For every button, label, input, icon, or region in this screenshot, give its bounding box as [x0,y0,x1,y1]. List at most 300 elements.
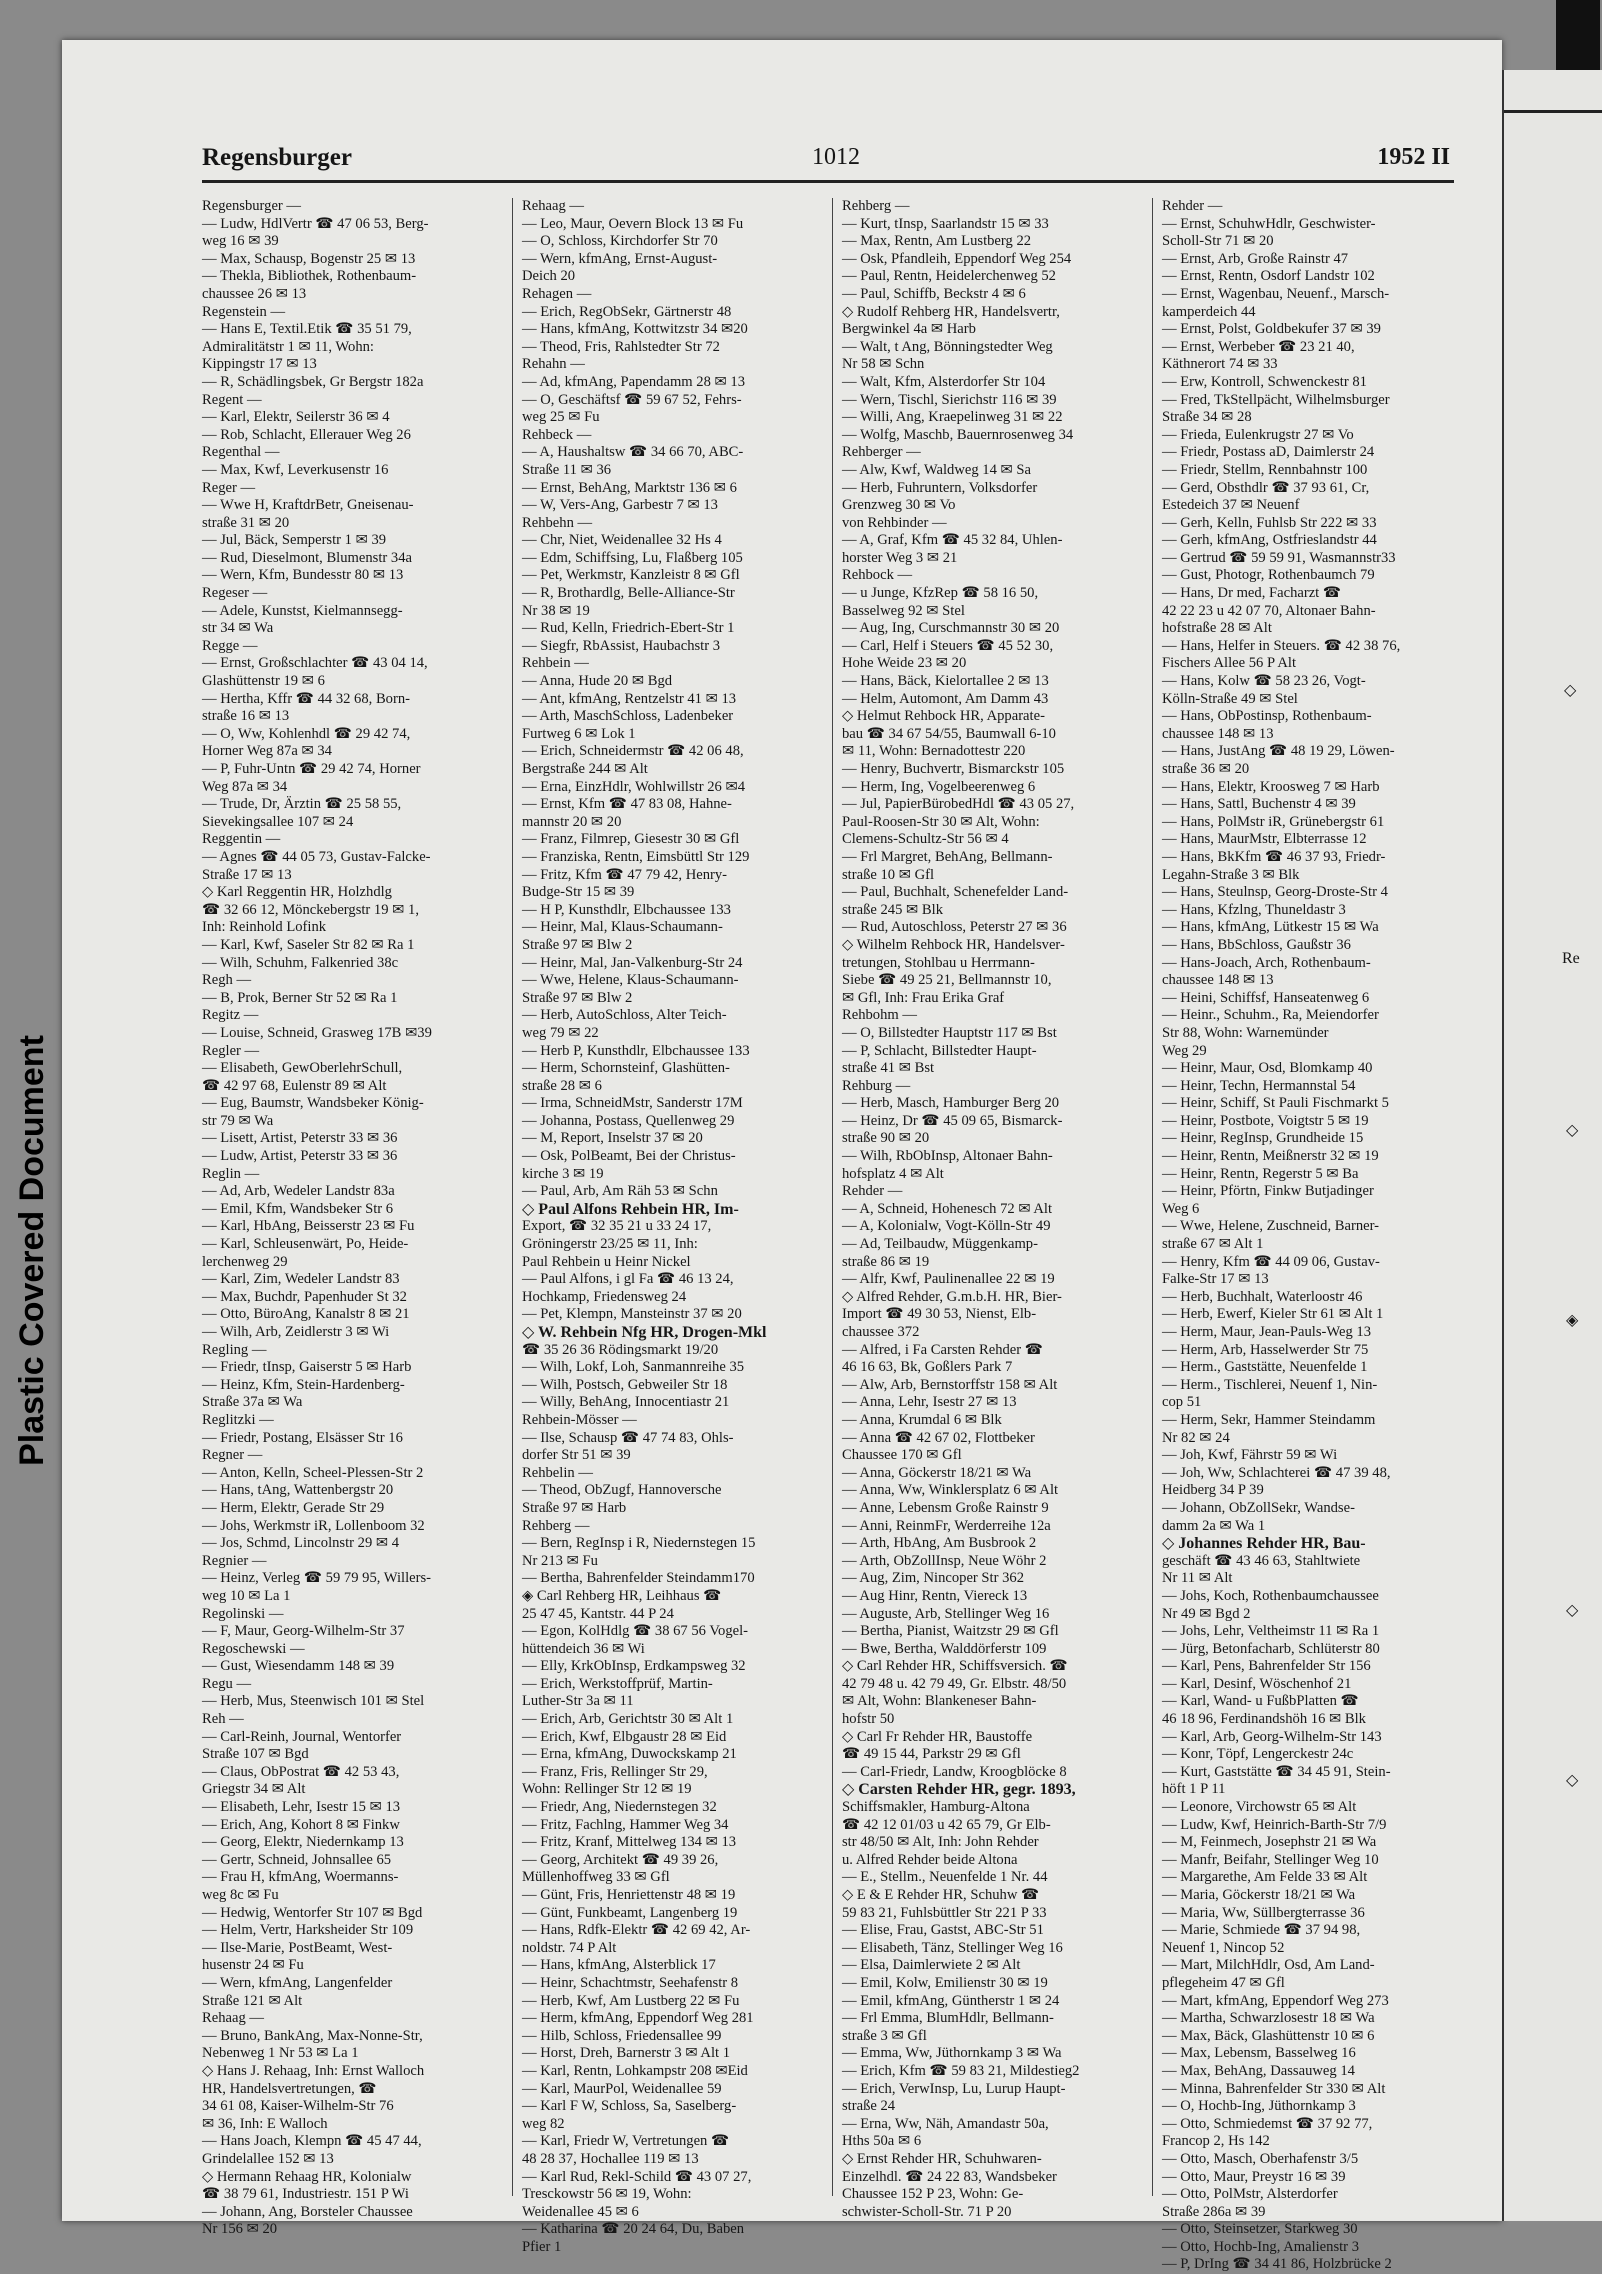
listing-line: — Heinr, Techn, Hermannstal 54 [1162,1077,1356,1094]
listing-line: — Bern, RegInsp i R, Niedernstegen 15 [522,1535,756,1552]
listing-line: ◇ Karl Reggentin HR, Holzhdlg [202,884,392,901]
listing-line: husenstr 24 ✉ Fu [202,1957,304,1974]
listing-line: — Joh, Ww, Schlachterei ☎ 47 39 48, [1162,1464,1391,1481]
listing-line: hüttendeich 36 ✉ Wi [522,1640,645,1657]
listing-line: — Hans, Kolw ☎ 58 23 26, Vogt- [1162,673,1366,690]
listing-line: weg 8c ✉ Fu [202,1887,279,1903]
listing-line: — Wwe H, KraftdrBetr, Gneisenau- [202,497,414,514]
listing-line: Regent — [202,391,262,408]
listing-line: Regeser — [202,585,268,602]
listing-line: weg 25 ✉ Fu [522,409,600,426]
listing-line: — Fritz, Kranf, Mittelweg 134 ✉ 13 [522,1834,737,1851]
listing-line: — Erw, Kontroll, Schwenckestr 81 [1162,373,1367,390]
listing-line: Regenstein — [202,303,286,320]
listing-line: — Franz, Filmrep, Giesestr 30 ✉ Gfl [522,831,740,848]
listing-line: — Walt, Kfm, Alsterdorfer Str 104 [842,373,1046,390]
listing-line: — Heinr, Rentn, Regerstr 5 ✉ Ba [1162,1165,1359,1182]
listing-line: ◇ Paul Alfons Rehbein HR, Im- [522,1200,739,1218]
listing-line: — Paul, Schiffb, Beckstr 4 ✉ 6 [842,285,1026,302]
listing-line: — Erich, Schneidermstr ☎ 42 06 48, [522,743,744,760]
listing-line: — Otto, Masch, Oberhafenstr 3/5 [1162,2150,1359,2167]
listing-line: — Ant, kfmAng, Rentzelstr 41 ✉ 13 [522,690,737,707]
listing-line: ◇ Hermann Rehaag HR, Kolonialw [202,2168,412,2185]
listing-line: Nr 58 ✉ Schn [842,356,925,373]
listing-line: — Rob, Schlacht, Ellerauer Weg 26 [202,426,411,443]
listing-line: chaussee 372 [842,1324,920,1340]
listing-line: ✉ 11, Wohn: Bernadottestr 220 [842,743,1026,760]
listing-line: — Joh, Kwf, Fährstr 59 ✉ Wi [1162,1447,1338,1464]
listing-line: — Paul, Rentn, Heidelerchenweg 52 [842,268,1056,285]
listing-line: — Karl, Schleusenwärt, Po, Heide- [202,1236,409,1253]
listing-line: straße 28 ✉ 6 [522,1077,602,1094]
listing-line: geschäft ☎ 43 46 63, Stahltwiete [1162,1552,1361,1569]
listing-line: — Erich, Ang, Kohort 8 ✉ Finkw [202,1816,400,1833]
listing-line: HR, Handelsvertretungen, ☎ [202,2080,377,2097]
listing-line: Reglitzki — [202,1411,274,1428]
listing-line: ☎ 49 15 44, Parkstr 29 ✉ Gfl [842,1746,1021,1763]
listing-line: straße 10 ✉ Gfl [842,866,935,883]
listing-line: — Pet, Werkmstr, Kanzleistr 8 ✉ Gfl [522,567,740,584]
listing-line: — Heinr, RegInsp, Grundheide 15 [1162,1130,1364,1147]
listing-line: — Eug, Baumstr, Wandsbeker König- [202,1095,424,1112]
listing-line: ◇ Wilhelm Rehbock HR, Handelsver- [842,936,1065,953]
listing-line: — Otto, BüroAng, Kanalstr 8 ✉ 21 [202,1306,410,1323]
listing-line: Kippingstr 17 ✉ 13 [202,356,317,373]
listing-line: Rehbohm — [842,1007,917,1024]
listing-line: — Max, Lebensm, Basselweg 16 [1162,2045,1356,2062]
listing-line: Pfier 1 [522,2238,562,2255]
listing-line: — Wern, Kfm, Bundesstr 80 ✉ 13 [202,567,404,584]
listing-line: — Gerh, kfmAng, Ostfrieslandstr 44 [1162,532,1377,549]
listing-line: — u Junge, KfzRep ☎ 58 16 50, [842,585,1039,602]
listing-line: — Konr, Töpf, Lengerckestr 24c [1162,1746,1354,1763]
listing-line: — Karl, MaurPol, Weidenallee 59 [522,2080,722,2097]
listing-line: Weidenallee 45 ✉ 6 [522,2203,639,2220]
listing-line: — Max, Kwf, Leverkusenstr 16 [202,461,389,478]
listing-line: — Herm, Maur, Jean-Pauls-Weg 13 [1162,1324,1371,1340]
listing-line: — Anna, Göckerstr 18/21 ✉ Wa [842,1464,1032,1481]
listing-line: Str 88, Wohn: Warnemünder [1162,1024,1329,1041]
header-keyword: Regensburger [202,144,352,171]
listing-line: Nr 213 ✉ Fu [522,1552,598,1569]
listing-line: Nr 82 ✉ 24 [1162,1429,1230,1446]
side-label [2,900,62,1600]
listing-line: Bergwinkel 4a ✉ Harb [842,321,976,338]
listing-line: Hohe Weide 23 ✉ 20 [842,655,967,672]
listing-line: ◇ Ernst Rehder HR, Schuhwaren- [842,2150,1042,2167]
listing-line: — Emil, Kfm, Wandsbeker Str 6 [202,1200,394,1217]
listing-line: — Carl, Helf i Steuers ☎ 45 52 30, [842,637,1054,654]
listing-line: ◇ Carsten Rehder HR, gegr. 1893, [842,1781,1076,1799]
listing-line: — Herm, Ing, Vogelbeerenweg 6 [842,778,1036,795]
listing-line: Estedeich 37 ✉ Neuenf [1162,497,1300,514]
listing-line: — Herb, Masch, Hamburger Berg 20 [842,1095,1060,1112]
listing-line: — Marie, Schmiede ☎ 37 94 98, [1162,1922,1361,1939]
listing-line: — Karl Rud, Rekl-Schild ☎ 43 07 27, [522,2168,752,2185]
listing-line: — Johs, Werkmstr iR, Lollenboom 32 [202,1517,425,1534]
listing-line: — Anni, ReinmFr, Werderreihe 12a [842,1517,1051,1534]
listing-line: — Hans, MaurMstr, Elbterrasse 12 [1162,831,1367,848]
listing-line: — Alfr, Kwf, Paulinenallee 22 ✉ 19 [842,1271,1055,1288]
listing-line: höft 1 P 11 [1162,1781,1226,1798]
listing-line: Nr 49 ✉ Bgd 2 [1162,1605,1251,1622]
listing-line: — Aug, Zim, Nincoper Str 362 [842,1570,1025,1587]
listing-line: — Heinr, Mal, Jan-Valkenburg-Str 24 [522,954,743,971]
listing-line: cop 51 [1162,1394,1202,1411]
listing-line: — Karl, Friedr W, Vertretungen ☎ [522,2133,730,2150]
listing-line: — Elsa, Daimlerwiete 2 ✉ Alt [842,1957,1021,1974]
listing-line: Reger — [202,479,256,496]
listing-line: — Ilse, Schausp ☎ 47 74 83, Ohls- [522,1429,734,1446]
listing-line: Regnier — [202,1552,267,1569]
listing-line: — Erich, Werkstoffprüf, Martin- [522,1675,713,1692]
listing-line: — Heinr, Postbote, Voigtstr 5 ✉ 19 [1162,1112,1369,1129]
listing-line: — Heinr, Mal, Klaus-Schaumann- [522,919,723,936]
listing-line: — Elly, KrkObInsp, Erdkampsweg 32 [522,1658,746,1675]
listing-line: straße 67 ✉ Alt 1 [1162,1236,1264,1253]
listing-line: straße 31 ✉ 20 [202,514,290,531]
listing-line: mannstr 20 ✉ 20 [522,813,622,830]
listing-line: — Anna, Lehr, Isestr 27 ✉ 13 [842,1394,1017,1411]
listing-line: — Carl-Reinh, Journal, Wentorfer [202,1728,402,1745]
listing-line: — Georg, Elektr, Niedernkamp 13 [202,1834,404,1851]
listing-line: — Hans, JustAng ☎ 48 19 29, Löwen- [1162,743,1395,760]
listing-line: — Ad, Teilbaudw, Müggenkamp- [842,1236,1038,1253]
listing-line: ◈ Carl Rehberg HR, Leihhaus ☎ [522,1587,722,1604]
listing-line: — Karl, Wand- u FußbPlatten ☎ [1162,1693,1359,1710]
listing-line: Rehbein — [522,655,589,672]
listing-line: — Erna, kfmAng, Duwockskamp 21 [522,1746,737,1763]
listing-line: Luther-Str 3a ✉ 11 [522,1693,634,1710]
listing-line: Straße 11 ✉ 36 [522,461,612,478]
listing-line: — Heinr, Maur, Osd, Blomkamp 40 [1162,1060,1373,1077]
listing-line: — Friedr, Postass aD, Daimlerstr 24 [1162,444,1375,461]
listing-line: — Heinr., Schuhm., Ra, Meiendorfer [1162,1007,1379,1024]
listing-line: — P, DrIng ☎ 34 41 86, Holzbrücke 2 [1162,2256,1392,2273]
listing-line: — Irma, SchneidMstr, Sanderstr 17M [522,1095,743,1112]
listing-line: Chaussee 170 ✉ Gfl [842,1447,962,1464]
listing-line: — Gust, Photogr, Rothenbaumch 79 [1162,567,1375,584]
listing-line: — H P, Kunsthdlr, Elbchaussee 133 [522,901,731,918]
listing-line: Siebe ☎ 49 25 21, Bellmannstr 10, [842,972,1052,989]
listing-line: — Hans E, Textil.Etik ☎ 35 51 79, [202,321,412,338]
listing-line: — Aug Hinr, Rentn, Viereck 13 [842,1587,1028,1604]
listing-line: — Arth, MaschSchloss, Ladenbeker [522,708,734,725]
listing-line: Rehahn — [522,356,585,373]
listing-line: — Hertha, Kffr ☎ 44 32 68, Born- [202,690,410,707]
listing-line: — Johs, Koch, Rothenbaumchaussee [1162,1587,1379,1604]
listing-line: — Helm, Automont, Am Damm 43 [842,690,1049,707]
listing-line: — Emil, Kolw, Emilienstr 30 ✉ 19 [842,1974,1048,1991]
listing-line: Regge — [202,637,258,654]
listing-line: Reggentin — [202,831,281,848]
listing-line: Straße 97 ✉ Blw 2 [522,989,633,1006]
listing-line: — P, Schlacht, Billstedter Haupt- [842,1042,1037,1059]
listing-line: — Max, BehAng, Dassauweg 14 [1162,2062,1355,2079]
listing-line: — Hilb, Schloss, Friedensallee 99 [522,2027,722,2044]
listing-line: — Osk, PolBeamt, Bei der Christus- [522,1148,736,1165]
listing-line: — R, Brothardlg, Belle-Alliance-Str [522,585,735,602]
listing-line: ✉ Gfl, Inh: Frau Erika Graf [842,989,1005,1006]
listing-line: — Bruno, BankAng, Max-Nonne-Str, [202,2027,423,2044]
listing-line: straße 24 [842,2098,896,2115]
listing-line: — Herb, AutoSchloss, Alter Teich- [522,1007,727,1024]
listing-line: — Ernst, SchuhwHdlr, Geschwister- [1162,215,1376,232]
listing-line: — Edm, Schiffsing, Lu, Flaßberg 105 [522,549,743,566]
listing-line: ✉ Alt, Wohn: Blankeneser Bahn- [842,1693,1037,1710]
listing-line: — Erna, EinzHdlr, Wohlwillstr 26 ✉4 [522,778,745,795]
listing-line: — Anna, Hude 20 ✉ Bgd [522,673,673,690]
listing-line: pflegeheim 47 ✉ Gfl [1162,1974,1285,1991]
listing-line: — Hans, Helfer in Steuers. ☎ 42 38 76, [1162,637,1401,654]
listing-line: dorfer Str 51 ✉ 39 [522,1447,631,1464]
listing-line: — B, Prok, Berner Str 52 ✉ Ra 1 [202,989,398,1006]
listing-line: — Johann, ObZollSekr, Wandse- [1162,1499,1355,1516]
listing-line: — Karl, Zim, Wedeler Landstr 83 [202,1271,400,1288]
listing-line: Einzelhdl. ☎ 24 22 83, Wandsbeker [842,2168,1057,2185]
listing-line: — Johs, Lehr, Veltheimstr 11 ✉ Ra 1 [1162,1623,1380,1640]
listing-line: — Hans-Joach, Arch, Rothenbaum- [1162,954,1371,971]
listing-line: — Hans, Rdfk-Elektr ☎ 42 69 42, Ar- [522,1922,751,1939]
listing-line: — Karl, Pens, Bahrenfelder Str 156 [1162,1658,1371,1675]
listing-line: Weg 6 [1162,1200,1200,1217]
listing-line: — Wern, kfmAng, Langenfelder [202,1974,393,1991]
listing-line: — Erich, Arb, Gerichtstr 30 ✉ Alt 1 [522,1711,734,1728]
listing-line: — Otto, Hochb-Ing, Amalienstr 3 [1162,2238,1359,2255]
listing-line: Weg 87a ✉ 34 [202,778,288,795]
listing-line: Deich 20 [522,268,576,285]
listing-line: — Herm., Gaststätte, Neuenfelde 1 [1162,1359,1368,1376]
listing-line: — Frau H, kfmAng, Woermanns- [202,1869,399,1886]
listing-line: Chaussee 152 P 23, Wohn: Ge- [842,2186,1024,2203]
listing-line: — Herb, Buchhalt, Waterloostr 46 [1162,1288,1363,1305]
listing-line: — Gust, Wiesendamm 148 ✉ 39 [202,1658,395,1675]
listing-line: 25 47 45, Kantstr. 44 P 24 [522,1605,674,1622]
listing-line: — Lisett, Artist, Peterstr 33 ✉ 36 [202,1130,398,1147]
listing-line: — Erich, Kwf, Elbgaustr 28 ✉ Eid [522,1728,727,1745]
listing-line: Legahn-Straße 3 ✉ Blk [1162,866,1300,883]
listing-line: hofsplatz 4 ✉ Alt [842,1165,944,1182]
listing-line: — Leonore, Virchowstr 65 ✉ Alt [1162,1799,1357,1816]
listing-line: — Hans, Sattl, Buchenstr 4 ✉ 39 [1162,796,1356,813]
listing-line: — Hans, kfmAng, Kottwitzstr 34 ✉20 [522,321,748,338]
column-divider [512,198,513,2196]
listing-line: Hochkamp, Friedensweg 24 [522,1288,687,1305]
listing-line: Furtweg 6 ✉ Lok 1 [522,725,636,742]
listing-line: — Heinz, Kfm, Stein-Hardenberg- [202,1376,405,1393]
listing-line: 59 83 21, Fuhlsbüttler Str 221 P 33 [842,1904,1047,1921]
listing-line: — O, Geschäftsf ☎ 59 67 52, Fehrs- [522,391,742,408]
listing-line: Horner Weg 87a ✉ 34 [202,743,332,760]
listing-line: chaussee 148 ✉ 13 [1162,725,1274,742]
listing-line: — Ernst, Großschlachter ☎ 43 04 14, [202,655,428,672]
listing-line: — Ernst, Arb, Große Rainstr 47 [1162,250,1349,267]
listing-line: ☎ 35 26 36 Rödingsmarkt 19/20 [522,1341,719,1358]
listing-line: — Hans, Dr med, Facharzt ☎ [1162,585,1342,602]
column-1 [202,198,498,2238]
edition-label: 1952 II [1377,144,1450,170]
listing-line: — Heinr, Pförtn, Finkw Butjadinger [1162,1183,1374,1200]
listing-line: — Friedr, Ang, Niedernstegen 32 [522,1799,717,1816]
listing-line: — Willi, Ang, Kraepelinweg 31 ✉ 22 [842,409,1063,426]
listing-line: Paul Rehbein u Heinr Nickel [522,1253,691,1270]
listing-line: — Herb, Mus, Steenwisch 101 ✉ Stel [202,1693,425,1710]
listing-line: weg 79 ✉ 22 [522,1024,599,1041]
listing-line: Wohn: Rellinger Str 12 ✉ 19 [522,1781,692,1798]
listing-line: — Ernst, Wagenbau, Neuenf., Marsch- [1162,285,1390,302]
listing-line: Schiffsmakler, Hamburg-Altona [842,1799,1030,1816]
listing-line: — Otto, Schmiedemst ☎ 37 92 77, [1162,2115,1373,2132]
listing-line: Regenthal — [202,444,280,461]
listing-line: — Wern, Tischl, Sierichstr 116 ✉ 39 [842,391,1057,408]
listing-line: Rehder — [842,1183,903,1200]
listing-line: straße 3 ✉ Gfl [842,2027,927,2044]
listing-line: — Franz, Fris, Rellinger Str 29, [522,1763,708,1780]
listing-line: Nebenweg 1 Nr 53 ✉ La 1 [202,2045,359,2062]
listing-line: — Minna, Bahrenfelder Str 330 ✉ Alt [1162,2080,1386,2097]
listing-line: Rehberg — [842,198,910,214]
listing-line: — Ludw, Kwf, Heinrich-Barth-Str 7/9 [1162,1816,1387,1833]
listing-line: — Hans, BkKfm ☎ 46 37 93, Friedr- [1162,848,1386,865]
listing-line: — Herm, Sekr, Hammer Steindamm [1162,1411,1376,1428]
listing-line: — Wilh, Lokf, Loh, Sanmannreihe 35 [522,1359,745,1376]
listing-line: Grenzweg 30 ✉ Vo [842,497,956,514]
listing-line: — Willy, BehAng, Innocentiastr 21 [522,1394,730,1411]
listing-line: — Manfr, Beifahr, Stellinger Weg 10 [1162,1851,1379,1868]
listing-line: hofstr 50 [842,1711,895,1728]
listing-line: — Günt, Fris, Henriettenstr 48 ✉ 19 [522,1887,736,1903]
listing-line: Rehbein-Mösser — [522,1411,637,1428]
listing-line: Reglin — [202,1165,260,1182]
listing-line: — Ernst, Polst, Goldbekufer 37 ✉ 39 [1162,321,1381,338]
listing-line: ◇ Helmut Rehbock HR, Apparate- [842,708,1045,725]
listing-line: Regner — [202,1447,263,1464]
listing-line: — Heinr, Schiff, St Pauli Fischmarkt 5 [1162,1095,1389,1112]
listing-line: Rehberger — [842,444,921,461]
listing-line: weg 82 [522,2115,565,2132]
listing-line: — Siegfr, RbAssist, Haubachstr 3 [522,637,721,654]
listing-line: Regensburger — [202,198,302,214]
listing-line: — Claus, ObPostrat ☎ 42 53 43, [202,1763,400,1780]
listing-line: — Bertha, Pianist, Waitzstr 29 ✉ Gfl [842,1623,1059,1640]
listing-line: — Karl, Kwf, Saseler Str 82 ✉ Ra 1 [202,936,415,953]
listing-line: — Herb P, Kunsthdlr, Elbchaussee 133 [522,1042,750,1059]
page-number: 1012 [812,144,860,170]
listing-line: Fischers Allee 56 P Alt [1162,655,1297,672]
listing-line: — Max, Bäck, Glashüttenstr 10 ✉ 6 [1162,2027,1375,2044]
listing-line: — Otto, Maur, Preystr 16 ✉ 39 [1162,2168,1346,2185]
listing-line: — Jul, PapierBürobedHdl ☎ 43 05 27, [842,796,1075,813]
listing-line: — Gertrud ☎ 59 59 91, Wasmannstr33 [1162,549,1396,566]
listing-line: Regitz — [202,1007,259,1024]
listing-line: weg 10 ✉ La 1 [202,1587,291,1604]
listing-line: — Osk, Pfandleih, Eppendorf Weg 254 [842,250,1072,267]
listing-line: Rehder — [1162,198,1223,214]
listing-line: ☎ 38 79 61, Industriestr. 151 P Wi [202,2186,409,2203]
listing-line: — Max, Buchdr, Papenhuder St 32 [202,1288,407,1305]
listing-line: Rehbehn — [522,514,593,531]
adjacent-page-mark: ◇ [1564,682,1577,699]
listing-line: Rehaag — [202,2010,265,2027]
listing-line: Rehbock — [842,567,913,584]
listing-line: Nr 11 ✉ Alt [1162,1570,1233,1587]
listing-line: Falke-Str 17 ✉ 13 [1162,1271,1269,1288]
listing-line: Regling — [202,1341,267,1358]
listing-line: Clemens-Schultz-Str 56 ✉ 4 [842,831,1009,848]
listing-line: — Walt, t Ang, Bönningstedter Weg [842,338,1053,355]
listing-line: — Gerd, Obsthdlr ☎ 37 93 61, Cr, [1162,479,1370,496]
listing-line: Müllenhoffweg 33 ✉ Gfl [522,1869,670,1886]
listing-line: — Heinr, Rentn, Meißnerstr 32 ✉ 19 [1162,1148,1379,1165]
listing-line: — Herm, Schornsteinf, Glashütten- [522,1060,730,1077]
listing-line: Basselweg 92 ✉ Stel [842,602,965,619]
column-2 [522,198,818,2255]
listing-line: — Bertha, Bahrenfelder Steindamm170 [522,1570,755,1587]
listing-line: — Hans, PolMstr iR, Grünebergstr 61 [1162,813,1385,830]
listing-line: — Max, Schausp, Bogenstr 25 ✉ 13 [202,250,416,267]
listing-line: — Otto, Steinsetzer, Starkweg 30 [1162,2221,1358,2238]
listing-line: Straße 34 ✉ 28 [1162,409,1252,426]
listing-line: Bergstraße 244 ✉ Alt [522,761,648,777]
listing-line: — Heini, Schiffsf, Hanseatenweg 6 [1162,989,1370,1006]
listing-line: — Gerh, Kelln, Fuhlsb Str 222 ✉ 33 [1162,514,1377,531]
listing-line: — Hans, Steulnsp, Georg-Droste-Str 4 [1162,884,1388,901]
listing-line: — Adele, Kunstst, Kielmannsegg- [202,602,403,619]
listing-line: Straße 107 ✉ Bgd [202,1746,309,1763]
listing-line: — Egon, KolHdlg ☎ 38 67 56 Vogel- [522,1623,749,1640]
listing-line: — Wwe, Helene, Klaus-Schaumann- [522,972,739,989]
listing-line: Kölln-Straße 49 ✉ Stel [1162,690,1298,707]
listing-line: — Erich, Kfm ☎ 59 83 21, Mildestieg2 [842,2062,1080,2079]
listing-line: — A, Kolonialw, Vogt-Kölln-Str 49 [842,1218,1051,1235]
listing-line: — Helm, Vertr, Harksheider Str 109 [202,1922,414,1939]
listing-line: ◇ E & E Rehder HR, Schuhw ☎ [842,1887,1040,1903]
listing-line: Francop 2, Hs 142 [1162,2133,1270,2150]
listing-line: — Mart, MilchHdlr, Osd, Am Land- [1162,1957,1375,1974]
listing-line: — Karl, Arb, Georg-Wilhelm-Str 143 [1162,1728,1382,1745]
listing-line: — Henry, Kfm ☎ 44 09 06, Gustav- [1162,1253,1380,1270]
listing-line: — Herm, Arb, Hasselwerder Str 75 [1162,1341,1369,1358]
listing-line: — Wolfg, Maschb, Bauernrosenweg 34 [842,426,1074,443]
listing-line: — Horst, Dreh, Barnerstr 3 ✉ Alt 1 [522,2045,730,2062]
listing-line: — Elisabeth, Tänz, Stellinger Weg 16 [842,1939,1063,1956]
listing-line: — Erich, RegObSekr, Gärtnerstr 48 [522,303,732,320]
listing-line: ☎ 42 12 01/03 u 42 65 79, Gr Elb- [842,1816,1051,1833]
listing-line: Tresckowstr 56 ✉ 19, Wohn: [522,2186,692,2203]
listing-line: kirche 3 ✉ 19 [522,1165,604,1182]
listing-line: — Auguste, Arb, Stellinger Weg 16 [842,1605,1050,1622]
listing-line: damm 2a ✉ Wa 1 [1162,1517,1266,1534]
listing-line: chaussee 26 ✉ 13 [202,285,307,302]
listing-line: 46 16 63, Bk, Goßlers Park 7 [842,1359,1013,1376]
listing-line: Rehberg — [522,1517,590,1534]
listing-line: — Johanna, Postass, Quellenweg 29 [522,1112,735,1129]
listing-line: Sievekingsallee 107 ✉ 24 [202,813,354,830]
listing-line: — Elisabeth, GewOberlehrSchull, [202,1060,403,1077]
listing-line: Straße 121 ✉ Alt [202,1992,303,2009]
listing-line: — Herb, Kwf, Am Lustberg 22 ✉ Fu [522,1992,740,2009]
listing-line: — Friedr, Stellm, Rennbahnstr 100 [1162,461,1368,478]
listing-line: — Erna, Ww, Näh, Amandastr 50a, [842,2115,1049,2132]
listing-line: ☎ 42 97 68, Eulenstr 89 ✉ Alt [202,1077,387,1094]
listing-line: — Georg, Architekt ☎ 49 39 26, [522,1851,719,1868]
listing-line: 42 22 23 u 42 07 70, Altonaer Bahn- [1162,602,1376,619]
listing-line: — Hans, ObPostinsp, Rothenbaum- [1162,708,1372,725]
listing-line: straße 36 ✉ 20 [1162,761,1250,777]
listing-line: straße 245 ✉ Blk [842,901,943,918]
listing-line: — W, Vers-Ang, Garbestr 7 ✉ 13 [522,497,718,514]
listing-line: Regoschewski — [202,1640,305,1657]
